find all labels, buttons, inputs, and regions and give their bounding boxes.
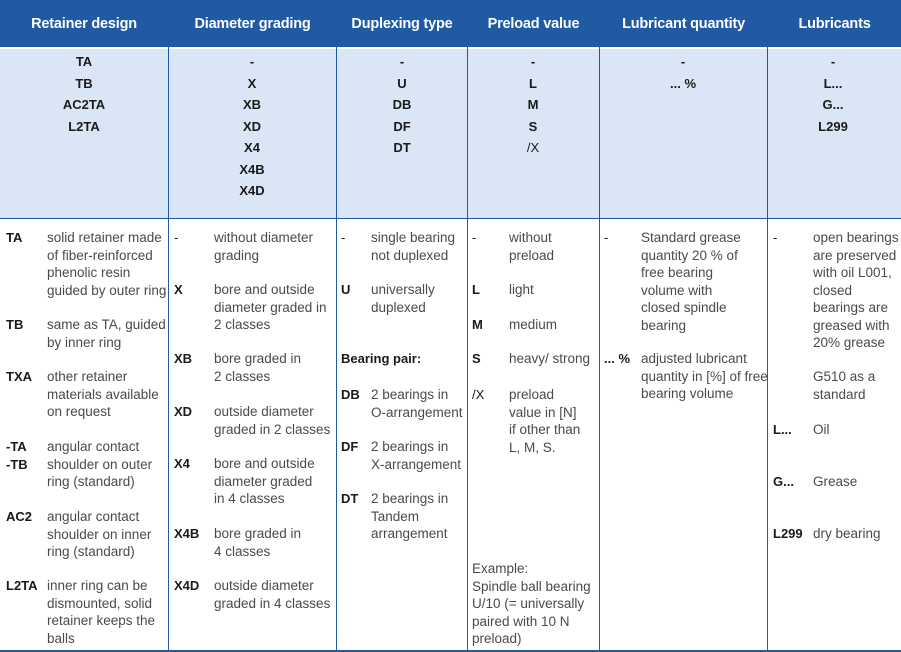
legend-text: medium: [509, 317, 558, 332]
example-text: Spindle ball bearing: [472, 578, 591, 594]
legend-text: grading: [214, 247, 260, 263]
header-lubricant-quantity: Lubricant quantity: [600, 0, 767, 47]
legend-text: dismounted, solid: [47, 595, 153, 611]
legend-key: TB: [6, 317, 24, 332]
column-divider: [336, 0, 337, 652]
legend-text: Tandem: [371, 508, 420, 524]
column-divider: [599, 0, 600, 652]
legend-text: closed: [813, 282, 853, 298]
legend-text: standard: [813, 386, 866, 402]
legend-text: bore and outside: [214, 282, 315, 297]
legend-text: quantity 20 % of: [641, 247, 738, 263]
legend-text: preload: [509, 387, 555, 402]
legend-key: X4D: [174, 578, 200, 593]
legend-text: without diameter: [214, 230, 314, 245]
legend-text: with oil L001,: [813, 265, 892, 280]
legend-key: L: [472, 282, 480, 297]
legend-key: M: [472, 317, 483, 332]
legend-text: ring (standard): [47, 474, 135, 489]
legend-text: retainer keeps the: [47, 613, 156, 628]
legend-key: DB: [341, 387, 360, 402]
legend-text: phenolic resin: [47, 265, 131, 280]
legend-text: bearing volume: [641, 386, 734, 401]
legend-text: duplexed: [371, 299, 426, 315]
legend-text: outside diameter: [214, 578, 314, 593]
legend-text: closed spindle: [641, 300, 727, 315]
legend-text: 2 classes: [214, 368, 271, 384]
legend-key: TXA: [6, 369, 32, 384]
legend-text: 2 bearings in: [371, 491, 449, 506]
legend-text: greased with: [813, 317, 890, 333]
legend-text: ring (standard): [47, 544, 135, 559]
legend-text: L, M, S.: [509, 439, 556, 455]
legend-key: /X: [472, 387, 485, 402]
example-text: Example:: [472, 561, 529, 576]
header-diameter-grading: Diameter grading: [169, 0, 336, 47]
legend-text: 2 classes: [214, 317, 271, 332]
header-preload-value: Preload value: [468, 0, 599, 47]
legend-key: L...: [773, 422, 792, 437]
header-lubricants: Lubricants: [768, 0, 901, 47]
legend-text: in 4 classes: [214, 491, 285, 506]
legend-text: volume with: [641, 282, 713, 298]
legend-text: value in [N]: [509, 404, 577, 420]
legend-text: angular contact: [47, 509, 140, 524]
legend-text: Standard grease: [641, 230, 741, 245]
legend-key: -: [472, 230, 477, 245]
bearing-pair-label: Bearing pair:: [341, 351, 422, 366]
legend-text: dry bearing: [813, 526, 881, 541]
example-text: paired with 10 N: [472, 613, 570, 629]
legend-key: -: [604, 230, 609, 245]
legend-text: G510 as a: [813, 369, 876, 384]
legend-text: open bearings: [813, 230, 899, 245]
legend-text: bore and outside: [214, 456, 315, 471]
example-text: U/10 (= universally: [472, 596, 585, 611]
legend-text: materials available: [47, 386, 159, 402]
legend-text: 2 bearings in: [371, 439, 449, 454]
legend-text: diameter graded in: [214, 299, 327, 315]
legend-key: DT: [341, 491, 359, 506]
column-divider: [168, 0, 169, 652]
legend-text: by inner ring: [47, 334, 122, 350]
legend-key: AC2: [6, 509, 33, 524]
legend-key: U: [341, 282, 351, 297]
legend-key: G...: [773, 474, 794, 489]
legend-text: single bearing: [371, 230, 456, 245]
legend-key: XD: [174, 404, 193, 419]
header-duplexing-type: Duplexing type: [337, 0, 467, 47]
legend-text: bearings are: [813, 300, 889, 315]
legend-text: other retainer: [47, 369, 128, 384]
legend-text: graded in 4 classes: [214, 595, 331, 611]
legend-key: -: [341, 230, 346, 245]
header-retainer-design: Retainer design: [0, 0, 168, 47]
legend-text: shoulder on outer: [47, 456, 153, 472]
legend-text: light: [509, 282, 534, 297]
code-rows-band: [0, 49, 901, 218]
legend-key: L299: [773, 526, 803, 541]
legend-key: X: [174, 282, 183, 297]
legend-text: solid retainer made: [47, 230, 162, 245]
legend-text: same as TA, guided: [47, 317, 166, 332]
legend-key: DF: [341, 439, 359, 454]
legend-text: Oil: [813, 422, 830, 437]
legend-key: -TB: [6, 456, 28, 472]
legend-key: -: [174, 230, 179, 245]
column-divider: [767, 0, 768, 652]
section-divider: [0, 218, 901, 219]
legend-key: XB: [174, 351, 193, 366]
legend-text: on request: [47, 404, 111, 419]
legend-text: shoulder on inner: [47, 526, 152, 542]
legend-text: inner ring can be: [47, 578, 148, 593]
legend-text: angular contact: [47, 439, 140, 454]
legend-key: TA: [6, 230, 23, 245]
legend-text: diameter graded: [214, 473, 313, 489]
legend-text: adjusted lubricant: [641, 351, 747, 366]
column-divider: [467, 0, 468, 652]
legend-key: L2TA: [6, 578, 38, 593]
legend-text: are preserved: [813, 247, 897, 263]
legend-text: bearing: [641, 317, 687, 333]
legend-text: without: [509, 230, 552, 245]
legend-key: -: [773, 230, 778, 245]
legend-text: O-arrangement: [371, 404, 463, 420]
legend-text: not duplexed: [371, 247, 449, 263]
legend-text: Grease: [813, 474, 858, 489]
legend-text: quantity in [%] of free: [641, 368, 768, 384]
example-text: preload): [472, 631, 522, 646]
legend-text: bore graded in: [214, 526, 302, 541]
legend-text: 4 classes: [214, 543, 271, 559]
legend-key: X4: [174, 456, 190, 471]
legend-text: X-arrangement: [371, 456, 462, 472]
legend-text: preload: [509, 247, 555, 263]
legend-key: ... %: [604, 351, 631, 366]
legend-text: 2 bearings in: [371, 387, 449, 402]
legend-text: heavy/ strong: [509, 351, 591, 366]
legend-key: S: [472, 351, 481, 366]
legend-text: balls: [47, 630, 75, 646]
legend-text: guided by outer ring: [47, 282, 167, 298]
legend-text: outside diameter: [214, 404, 314, 419]
legend-text: 20% grease: [813, 335, 886, 350]
legend-key: X4B: [174, 526, 200, 541]
legend-text: free bearing: [641, 265, 714, 280]
legend-key: -TA: [6, 439, 27, 454]
bearing-designation-table: Retainer design Diameter grading Duplexing type Preload value Lubricant quantity Lubricants TA TB AC2TA L2TA - X XB XD X4 X4B X4D - U DB DF DT - L M S /X - ... % - L... G... L299 TA solid retainer made of fiber-reinforced phenolic resin guided by outer ring TB same as TA, guided by inner ring TXA other retainer materials available on request -TA -TB angular contact shoulder on outer ring (standard) AC2 angular contact shoulder on inner ring (standard) L2TA inner ring can be dismounted, solid retainer keeps the balls - without diameter grading X bore and outside diameter graded in 2 classes XB bore graded in 2 classes XD outside diameter graded in 2 classes X4 bore and outside diameter graded in 4 classes X4B bore graded in 4 classes X4D outside diameter graded in 4 classes - single bearing not duplexed U universally duplexed Bearing pair: DB 2 bearings in O-arrangement DF 2 bearings in X-arrangement DT 2 bearings in Tandem arrangement - without preload L light M medium S heavy/ strong /X preload value in [N] if other than L, M, S. Example: Spindle ball bearing U/10 (= universally paired with 10 N preload) - Standard grease quantity 20 % of free bearing volume with closed spindle bearing ... % adjusted lubricant quantity in [%] of free bearing volume - open bearings are preserved with oil L001, closed bearings are greased with 20% grease G510 as a standard L... Oil G... Grease L299 dry bearing: [0, 0, 901, 652]
legend-text: of fiber-reinforced: [47, 247, 153, 263]
legend-text: graded in 2 classes: [214, 421, 331, 437]
legend-text: if other than: [509, 422, 581, 437]
legend-text: bore graded in: [214, 351, 302, 366]
legend-text: arrangement: [371, 526, 448, 541]
legend-text: universally: [371, 282, 435, 297]
